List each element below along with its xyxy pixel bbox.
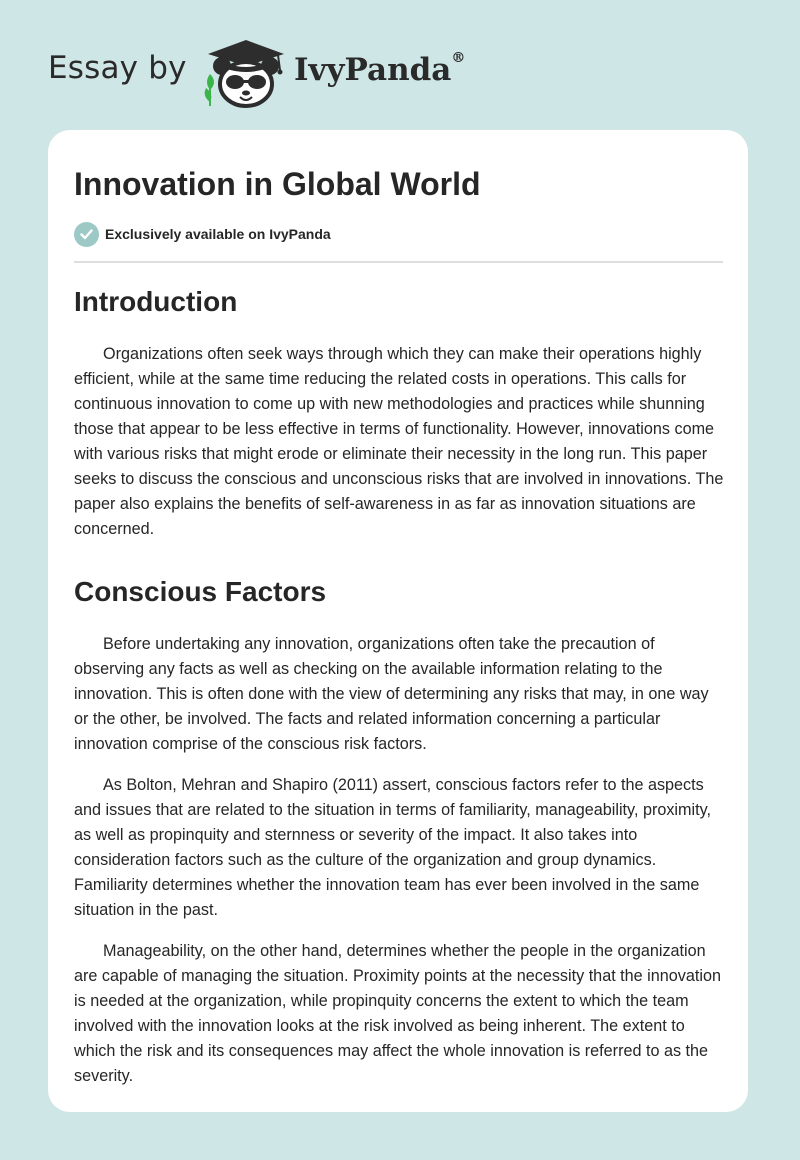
- check-circle-icon: [74, 222, 99, 247]
- paragraph: As Bolton, Mehran and Shapiro (2011) assert, conscious factors refer to the aspects and issues that are related to the situation in terms of familiarity, manageability, proximity, as well as propinquity and sternness or severity of the impact. It also takes into consideration factors such as the culture of the organization and group dynamics. Familiarity determines whether the innovation team has ever been involved in the same situation in the past.: [74, 776, 711, 919]
- brand-name: IvyPanda: [294, 52, 452, 88]
- section-heading-conscious-factors: Conscious Factors: [74, 576, 327, 607]
- brand-registered-mark: ®: [451, 50, 466, 66]
- page-title: Innovation in Global World: [74, 166, 481, 202]
- article-body: [74, 280, 726, 1105]
- paragraph: Manageability, on the other hand, determines whether the people in the organization are capable of managing the situation. Proximity points at the necessity that the innovation is needed at the organization, while propinquity concerns the extent to which the team involved with the innovation looks at the risk involved as being inherent. The extent to which the risk and its consequences may affect the whole innovation is referred to as the severity.: [74, 942, 721, 1085]
- paragraph: Before undertaking any innovation, organizations often take the precaution of observing any facts as well as checking on the available information relating to the innovation. This is often done with the view of determining any risks that may, in one way or the other, be involved. The facts and related information concerning a particular innovation comprise of the conscious risk factors.: [74, 635, 709, 753]
- site-header: [0, 0, 800, 128]
- exclusive-badge: [74, 221, 331, 247]
- article-card: [48, 130, 748, 1112]
- paragraph: Organizations often seek ways through which they can make their operations highly efficient, while at the same time reducing the related costs in operations. This calls for continuous innovation to come up with new methodologies and practices while shunning those that appear to be less effective in terms of functionality. However, innovations come with various risks that might erode or eliminate their necessity in the long run. This paper seeks to discuss the conscious and unconscious risks that are involved in innovations. The paper also explains the benefits of self-awareness in as far as innovation situations are concerned.: [74, 345, 724, 538]
- exclusive-badge-label: Exclusively available on IvyPanda: [105, 226, 331, 242]
- title-divider: [74, 261, 723, 263]
- section-heading-introduction: Introduction: [74, 286, 238, 317]
- panda-graduate-icon[interactable]: [200, 36, 292, 112]
- essay-by-label: Essay by: [48, 50, 187, 86]
- brand-logo-text[interactable]: [294, 52, 465, 88]
